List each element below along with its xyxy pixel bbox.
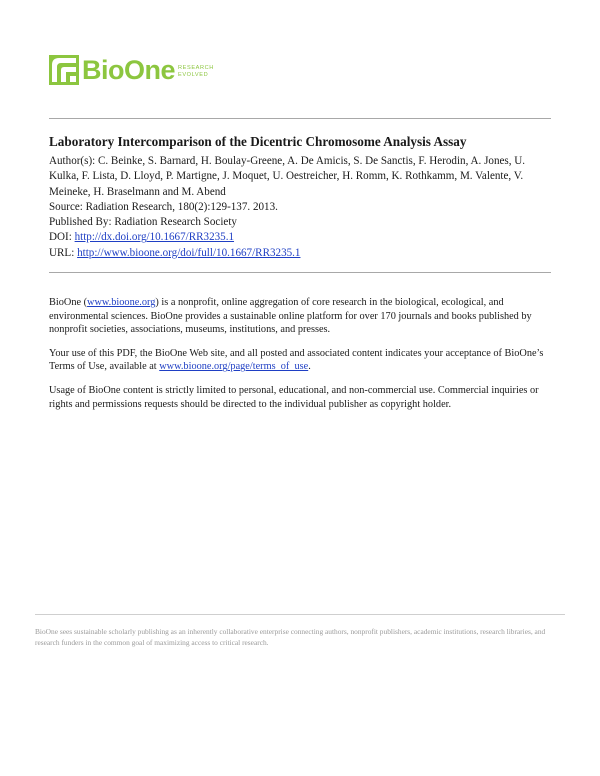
- logo-tagline: RESEARCH EVOLVED: [178, 65, 214, 78]
- source-line: Source: Radiation Research, 180(2):129-137. 2013.: [49, 200, 278, 213]
- doi-link[interactable]: http://dx.doi.org/10.1667/RR3235.1: [74, 231, 235, 244]
- header-divider: [49, 118, 551, 119]
- notice-paragraph-terms: Your use of this PDF, the BioOne Web site, and all posted and associated content indicates your acceptance of BioOne’s Terms of Use, available at www.bioone.org/page/terms_of_use.: [49, 347, 544, 373]
- notice-paragraph-usage: Usage of BioOne content is strictly limited to personal, educational, and non-commercial use. Commercial inquiries or rights and permissions requests should be directed to the individual publisher as copyright holder.: [49, 384, 539, 410]
- url-line: [49, 246, 554, 261]
- authors-line: Author(s): C. Beinke, S. Barnard, H. Boulay-Greene, A. De Amicis, S. De Sanctis, F. Herodin, A. Jones, U. Kulka, F. Lista, D. Lloyd, P. Martigne, J. Moquet, U. Oestreicher, H. Romm, K. Rothkamm, M. Valente, V. Meineke, H. Braselmann and M. Abend: [49, 155, 526, 198]
- doi-line: [49, 230, 554, 245]
- article-title: Laboratory Intercomparison of the Dicentric Chromosome Analysis Assay: [49, 134, 467, 149]
- metadata-divider: [49, 272, 551, 273]
- doi-label: DOI:: [49, 231, 72, 244]
- article-url-link[interactable]: http://www.bioone.org/doi/full/10.1667/RR3235.1: [77, 246, 301, 259]
- bioone-notice: [49, 296, 554, 421]
- logo-wordmark: BioOne: [82, 55, 176, 85]
- terms-of-use-link[interactable]: www.bioone.org/page/terms_of_use: [159, 361, 309, 373]
- notice-paragraph-about: BioOne (www.bioone.org) is a nonprofit, online aggregation of core research in the biological, ecological, and environmental sciences. BioOne provides a sustainable online platform for over 170 journals and books published by nonprofit societies, associations, museums, institutions, and presses.: [49, 297, 532, 336]
- footer-text: BioOne sees sustainable scholarly publishing as an inherently collaborative enterprise connecting authors, nonprofit publishers, academic institutions, research libraries, and research funders in the common goal of maximizing access to critical research.: [35, 627, 546, 647]
- footer-divider: [35, 614, 565, 615]
- url-label: URL:: [49, 246, 75, 259]
- article-metadata: [49, 154, 554, 261]
- bioone-logo[interactable]: [49, 55, 214, 85]
- bioone-leaf-icon: [49, 55, 79, 85]
- bioone-home-link[interactable]: www.bioone.org: [87, 297, 156, 308]
- publisher-line: Published By: Radiation Research Society: [49, 216, 237, 229]
